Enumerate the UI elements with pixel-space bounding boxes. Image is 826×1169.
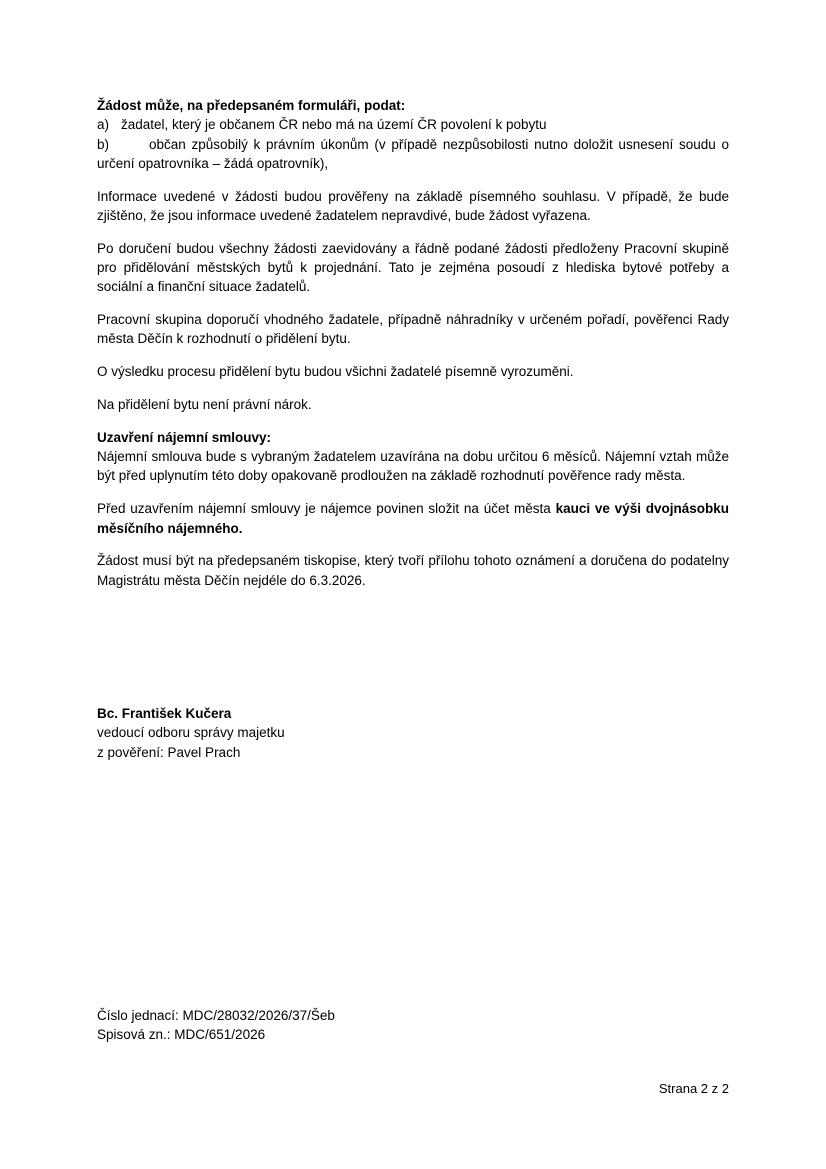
heading-application-submission: Žádost může, na předepsaném formuláři, podat:	[97, 98, 406, 113]
paragraph-no-legal-claim: Na přidělení bytu není právní nárok.	[97, 397, 312, 413]
case-number: Číslo jednací: MDC/28032/2026/37/Šeb	[97, 1007, 335, 1023]
paragraph-lease-terms: Nájemní smlouva bude s vybraným žadatelem uzavírána na dobu určitou 6 měsíců. Nájemní vztah může být před uplynutím této doby opakovaně prodloužen na základě rozhodnutí pověřence rady města.	[97, 449, 729, 484]
list-marker-a: a)	[97, 117, 110, 133]
paragraph-notification: O výsledku procesu přidělení bytu budou všichni žadatelé písemně vyrozuměni.	[97, 364, 574, 380]
paragraph-deposit	[97, 499, 729, 538]
list-marker-b: b)	[97, 136, 110, 152]
heading-lease-agreement: Uzavření nájemní smlouvy:	[97, 429, 272, 445]
paragraph-processing: Po doručení budou všechny žádosti zaevidovány a řádně podané žádosti předloženy Pracovní skupině pro přidělování městských bytů k projednání. Tato je zejména posoudí z hlediska bytové potřeby a sociální a finanční situace žadatelů.	[97, 240, 729, 295]
list-item-b	[97, 135, 729, 174]
paragraph-recommendation: Pracovní skupina doporučí vhodného žadatele, případně náhradníky v určeném pořadí, pověřenci Rady města Děčín k rozhodnutí o přidělení bytu.	[97, 312, 729, 347]
list-item-a	[97, 115, 729, 134]
list-item-a-text: žadatel, který je občanem ČR nebo má na území ČR povolení k pobytu	[121, 117, 547, 133]
list-item-b-text: občan způsobilý k právním úkonům (v případě nezpůsobilosti nutno doložit usnesení soudu o určení opatrovníka – žádá opatrovník),	[97, 136, 729, 171]
paragraph-verification: Informace uvedené v žádosti budou prověřeny na základě písemného souhlasu. V případě, že bude zjištěno, že jsou informace uvedené žadatelem nepravdivé, bude žádost vyřazena.	[97, 188, 729, 223]
reference-block	[97, 1006, 729, 1045]
signature-block	[97, 704, 729, 762]
signatory-name: Bc. František Kučera	[97, 705, 232, 721]
page-number: Strana 2 z 2	[658, 1081, 729, 1097]
signatory-authorization: z pověření: Pavel Prach	[97, 744, 241, 760]
deposit-text-normal: Před uzavřením nájemní smlouvy je nájemce povinen složit na účet města	[97, 501, 556, 517]
signatory-title: vedoucí odboru správy majetku	[97, 725, 285, 741]
file-number: Spisová zn.: MDC/651/2026	[97, 1027, 266, 1043]
document-content	[97, 96, 729, 1099]
paragraph-submission-deadline: Žádost musí být na předepsaném tiskopise, který tvoří přílohu tohoto oznámení a doručena do podatelny Magistrátu města Děčín nejdéle do 6.3.2026.	[97, 553, 729, 588]
deposit-text-bold: kauci ve výši dvojnásobku měsíčního nájemného.	[97, 501, 730, 536]
